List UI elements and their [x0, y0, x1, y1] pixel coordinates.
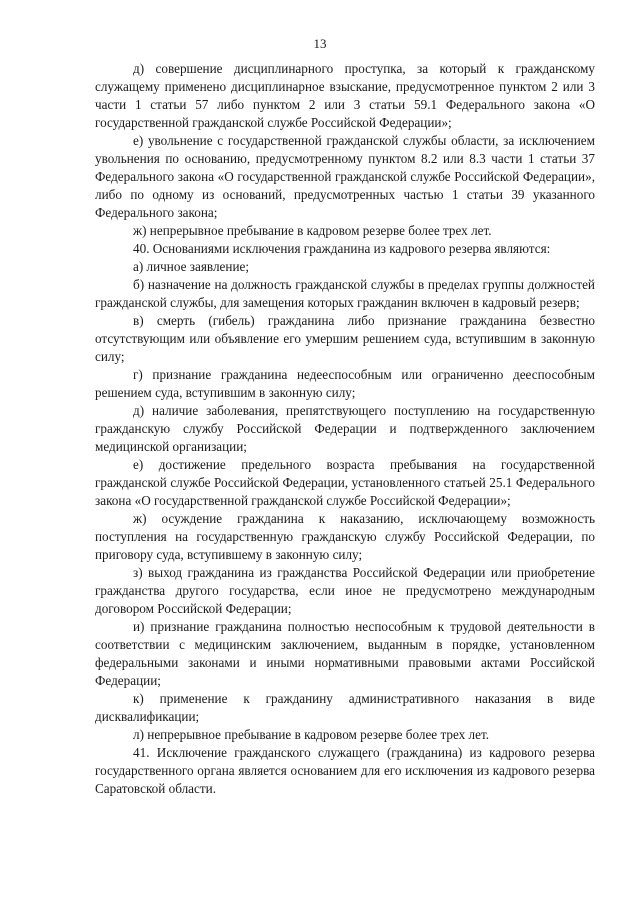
paragraph-e-dismissal: е) увольнение с государственной гражданской службы области, за исключением увольнения по основанию, предусмотренному пунктом 8.2 или 8.3 части 1 статьи 37 Федерального закона «О государственной гражданской службе Российской Федерации», либо по одному из оснований, предусмотренных частью 1 статьи 39 указанного Федерального закона;	[95, 133, 595, 220]
paragraph-40-e: е) достижение предельного возраста пребывания на государственной гражданской службе Российской Федерации, установленного статьей 25.1 Федерального закона «О государственной гражданской службе Российской Федерации»;	[95, 457, 595, 508]
paragraph-40-heading: 40. Основаниями исключения гражданина из кадрового резерва являются:	[133, 241, 551, 256]
paragraph-40-zh: ж) осуждение гражданина к наказанию, исключающему возможность поступления на государственную гражданскую службу Российской Федерации, по приговору суда, вступившему в законную силу;	[95, 511, 595, 562]
paragraph-40-b: б) назначение на должность гражданской службы в пределах группы должностей гражданской службы, для замещения которых гражданин включен в кадровый резерв;	[95, 277, 595, 310]
paragraph-40-v: в) смерть (гибель) гражданина либо признание гражданина безвестно отсутствующим или объявление его умершим решением суда, вступившим в законную силу;	[95, 313, 595, 364]
paragraph-40-i: и) признание гражданина полностью неспособным к трудовой деятельности в соответствии с медицинским заключением, выданным в порядке, установленном федеральными законами и иными нормативными правовыми актами Российской Федерации;	[95, 619, 595, 688]
document-body	[95, 60, 595, 798]
paragraph-40-d: д) наличие заболевания, препятствующего поступлению на государственную гражданскую службу Российской Федерации и подтвержденного заключением медицинской организации;	[95, 403, 595, 454]
paragraph-40-l: л) непрерывное пребывание в кадровом резерве более трех лет.	[133, 727, 490, 742]
paragraph-40-g: г) признание гражданина недееспособным или ограниченно дееспособным решением суда, вступившим в законную силу;	[95, 367, 595, 400]
paragraph-zh-continuous-stay: ж) непрерывное пребывание в кадровом резерве более трех лет.	[133, 223, 492, 238]
paragraph-40-z: з) выход гражданина из гражданства Российской Федерации или приобретение гражданства другого государства, если иное не предусмотрено международным договором Российской Федерации;	[95, 565, 595, 616]
paragraph-d-disciplinary-offense: д) совершение дисциплинарного проступка, за который к гражданскому служащему применено дисциплинарное взыскание, предусмотренное пунктом 2 или 3 части 1 статьи 57 либо пунктом 2 или 3 статьи 59.1 Федерального закона «О государственной гражданской службе Российской Федерации»;	[95, 61, 595, 130]
paragraph-40-a: а) личное заявление;	[133, 259, 250, 274]
page-number: 13	[313, 36, 327, 51]
paragraph-40-k: к) применение к гражданину административного наказания в виде дисквалификации;	[95, 691, 595, 724]
paragraph-41: 41. Исключение гражданского служащего (гражданина) из кадрового резерва государственного органа является основанием для его исключения из кадрового резерва Саратовской области.	[95, 745, 595, 796]
